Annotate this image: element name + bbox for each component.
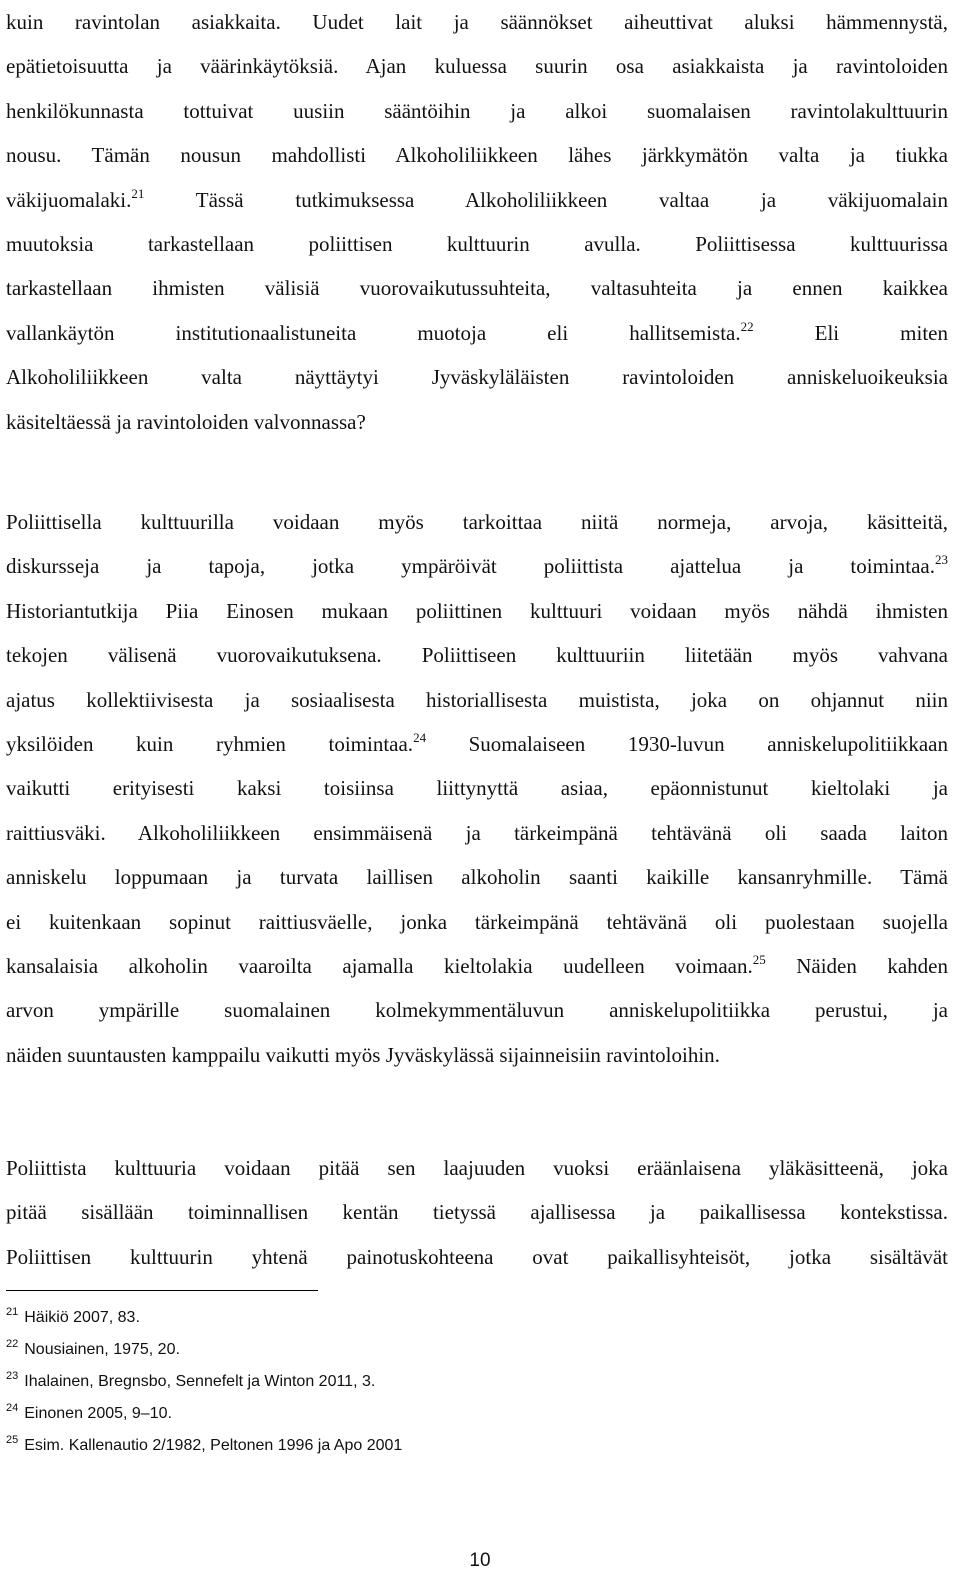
text-run: vallankäytön institutionaalistuneita muotoja eli hallitsemista.: [6, 320, 741, 345]
text-line: Poliittista kulttuuria voidaan pitää sen laajuuden vuoksi eräänlaisena yläkäsitteenä, joka: [6, 1156, 948, 1180]
footnote-text: Einonen 2005, 9–10.: [24, 1405, 172, 1422]
text-line: [6, 311, 948, 355]
text-line: henkilökunnasta tottuivat uusiin sääntöihin ja alkoi suomalaisen ravintolakulttuurin: [6, 98, 948, 123]
footnote: [6, 1398, 402, 1430]
text-run: Suomalaiseen 1930-luvun anniskelupolitiikkaan: [426, 731, 948, 756]
body-paragraph-2: [6, 500, 948, 1077]
text-line: arvon ympärille suomalainen kolmekymmentäluvun anniskelupolitiikka perustui, ja: [6, 998, 948, 1023]
text-line: Historiantutkija Piia Einosen mukaan poliittinen kulttuuri voidaan myös nähdä ihmisten: [6, 598, 948, 623]
text-line: [6, 944, 948, 988]
text-line: [6, 178, 948, 222]
text-line: muutoksia tarkastellaan poliittisen kulttuurin avulla. Poliittisessa kulttuurissa: [6, 231, 948, 256]
text-line: anniskelu loppumaan ja turvata laillisen alkoholin saanti kaikille kansanryhmille. Tämä: [6, 865, 948, 890]
text-line: [6, 722, 948, 766]
text-line: kuin ravintolan asiakkaita. Uudet lait ja säännökset aiheuttivat aluksi hämmennystä,: [6, 10, 948, 34]
footnote-number: 23: [6, 1370, 19, 1382]
footnote-text: Ihalainen, Bregnsbo, Sennefelt ja Winton 2011, 3.: [24, 1373, 376, 1390]
footnote-separator: [6, 1290, 318, 1291]
text-run: Eli miten: [753, 320, 948, 345]
footnote-reference[interactable]: 24: [413, 729, 427, 745]
text-line: näiden suuntausten kamppailu vaikutti myös Jyväskylässä sijainneisiin ravintoloihin.: [6, 1042, 720, 1067]
footnote-number: 22: [6, 1338, 19, 1350]
text-line: [6, 544, 948, 588]
footnote-number: 21: [6, 1306, 19, 1318]
text-line: pitää sisällään toiminnallisen kentän tietyssä ajallisessa ja paikallisessa kontekstissa.: [6, 1200, 948, 1225]
footnote-text: Häikiö 2007, 83.: [24, 1309, 140, 1326]
text-run: Näiden kahden: [765, 953, 948, 978]
footnote: [6, 1366, 402, 1398]
body-paragraph-1: [6, 0, 948, 444]
text-line: Poliittisen kulttuurin yhtenä painotuskohteena ovat paikallisyhteisöt, jotka sisältävät: [6, 1244, 948, 1269]
footnote: [6, 1302, 402, 1334]
text-run: Tässä tutkimuksessa Alkoholiliikkeen valtaa ja väkijuomalain: [144, 187, 948, 212]
text-line: Poliittisella kulttuurilla voidaan myös tarkoittaa niitä normeja, arvoja, käsitteitä,: [6, 510, 948, 534]
footnote: [6, 1430, 402, 1462]
footnote-number: 25: [6, 1434, 19, 1446]
text-run: yksilöiden kuin ryhmien toimintaa.: [6, 731, 414, 756]
footnotes: [6, 1302, 402, 1462]
text-line: epätietoisuutta ja väärinkäytöksiä. Ajan kuluessa suurin osa asiakkaista ja ravintoloiden: [6, 54, 948, 79]
footnote-text: Esim. Kallenautio 2/1982, Peltonen 1996 ja Apo 2001: [24, 1437, 403, 1454]
footnote-reference[interactable]: 22: [740, 318, 754, 334]
text-line: käsiteltäessä ja ravintoloiden valvonnassa?: [6, 409, 366, 434]
text-line: ei kuitenkaan sopinut raittiusväelle, jonka tärkeimpänä tehtävänä oli puolestaan suojella: [6, 909, 948, 934]
text-run: diskursseja ja tapoja, jotka ympäröivät poliittista ajattelua ja toimintaa.: [6, 554, 935, 579]
text-line: nousu. Tämän nousun mahdollisti Alkoholiliikkeen lähes järkkymätön valta ja tiukka: [6, 143, 948, 168]
text-line: vaikutti erityisesti kaksi toisiinsa liittynyttä asiaa, epäonnistunut kieltolaki ja: [6, 776, 948, 801]
text-run: kansalaisia alkoholin vaaroilta ajamalla kieltolakia uudelleen voimaan.: [6, 953, 753, 978]
footnote-reference[interactable]: 21: [131, 185, 145, 201]
text-line: tarkastellaan ihmisten välisiä vuorovaikutussuhteita, valtasuhteita ja ennen kaikkea: [6, 276, 948, 301]
text-line: ajatus kollektiivisesta ja sosiaalisesta historiallisesta muistista, joka on ohjannut niin: [6, 687, 948, 712]
footnote-number: 24: [6, 1402, 19, 1414]
body-paragraph-3: [6, 1146, 948, 1279]
footnote-reference[interactable]: 23: [935, 552, 948, 568]
footnote-text: Nousiainen, 1975, 20.: [24, 1341, 180, 1358]
text-line: tekojen välisenä vuorovaikutuksena. Poliittiseen kulttuuriin liitetään myös vahvana: [6, 643, 948, 668]
text-line: raittiusväki. Alkoholiliikkeen ensimmäisenä ja tärkeimpänä tehtävänä oli saada laiton: [6, 820, 948, 845]
text-run: väkijuomalaki.: [6, 187, 132, 212]
footnote-reference[interactable]: 25: [752, 951, 766, 967]
footnote: [6, 1334, 402, 1366]
text-line: Alkoholiliikkeen valta näyttäytyi Jyväskyläläisten ravintoloiden anniskeluoikeuksia: [6, 365, 948, 390]
page-number: 10: [469, 1550, 491, 1571]
